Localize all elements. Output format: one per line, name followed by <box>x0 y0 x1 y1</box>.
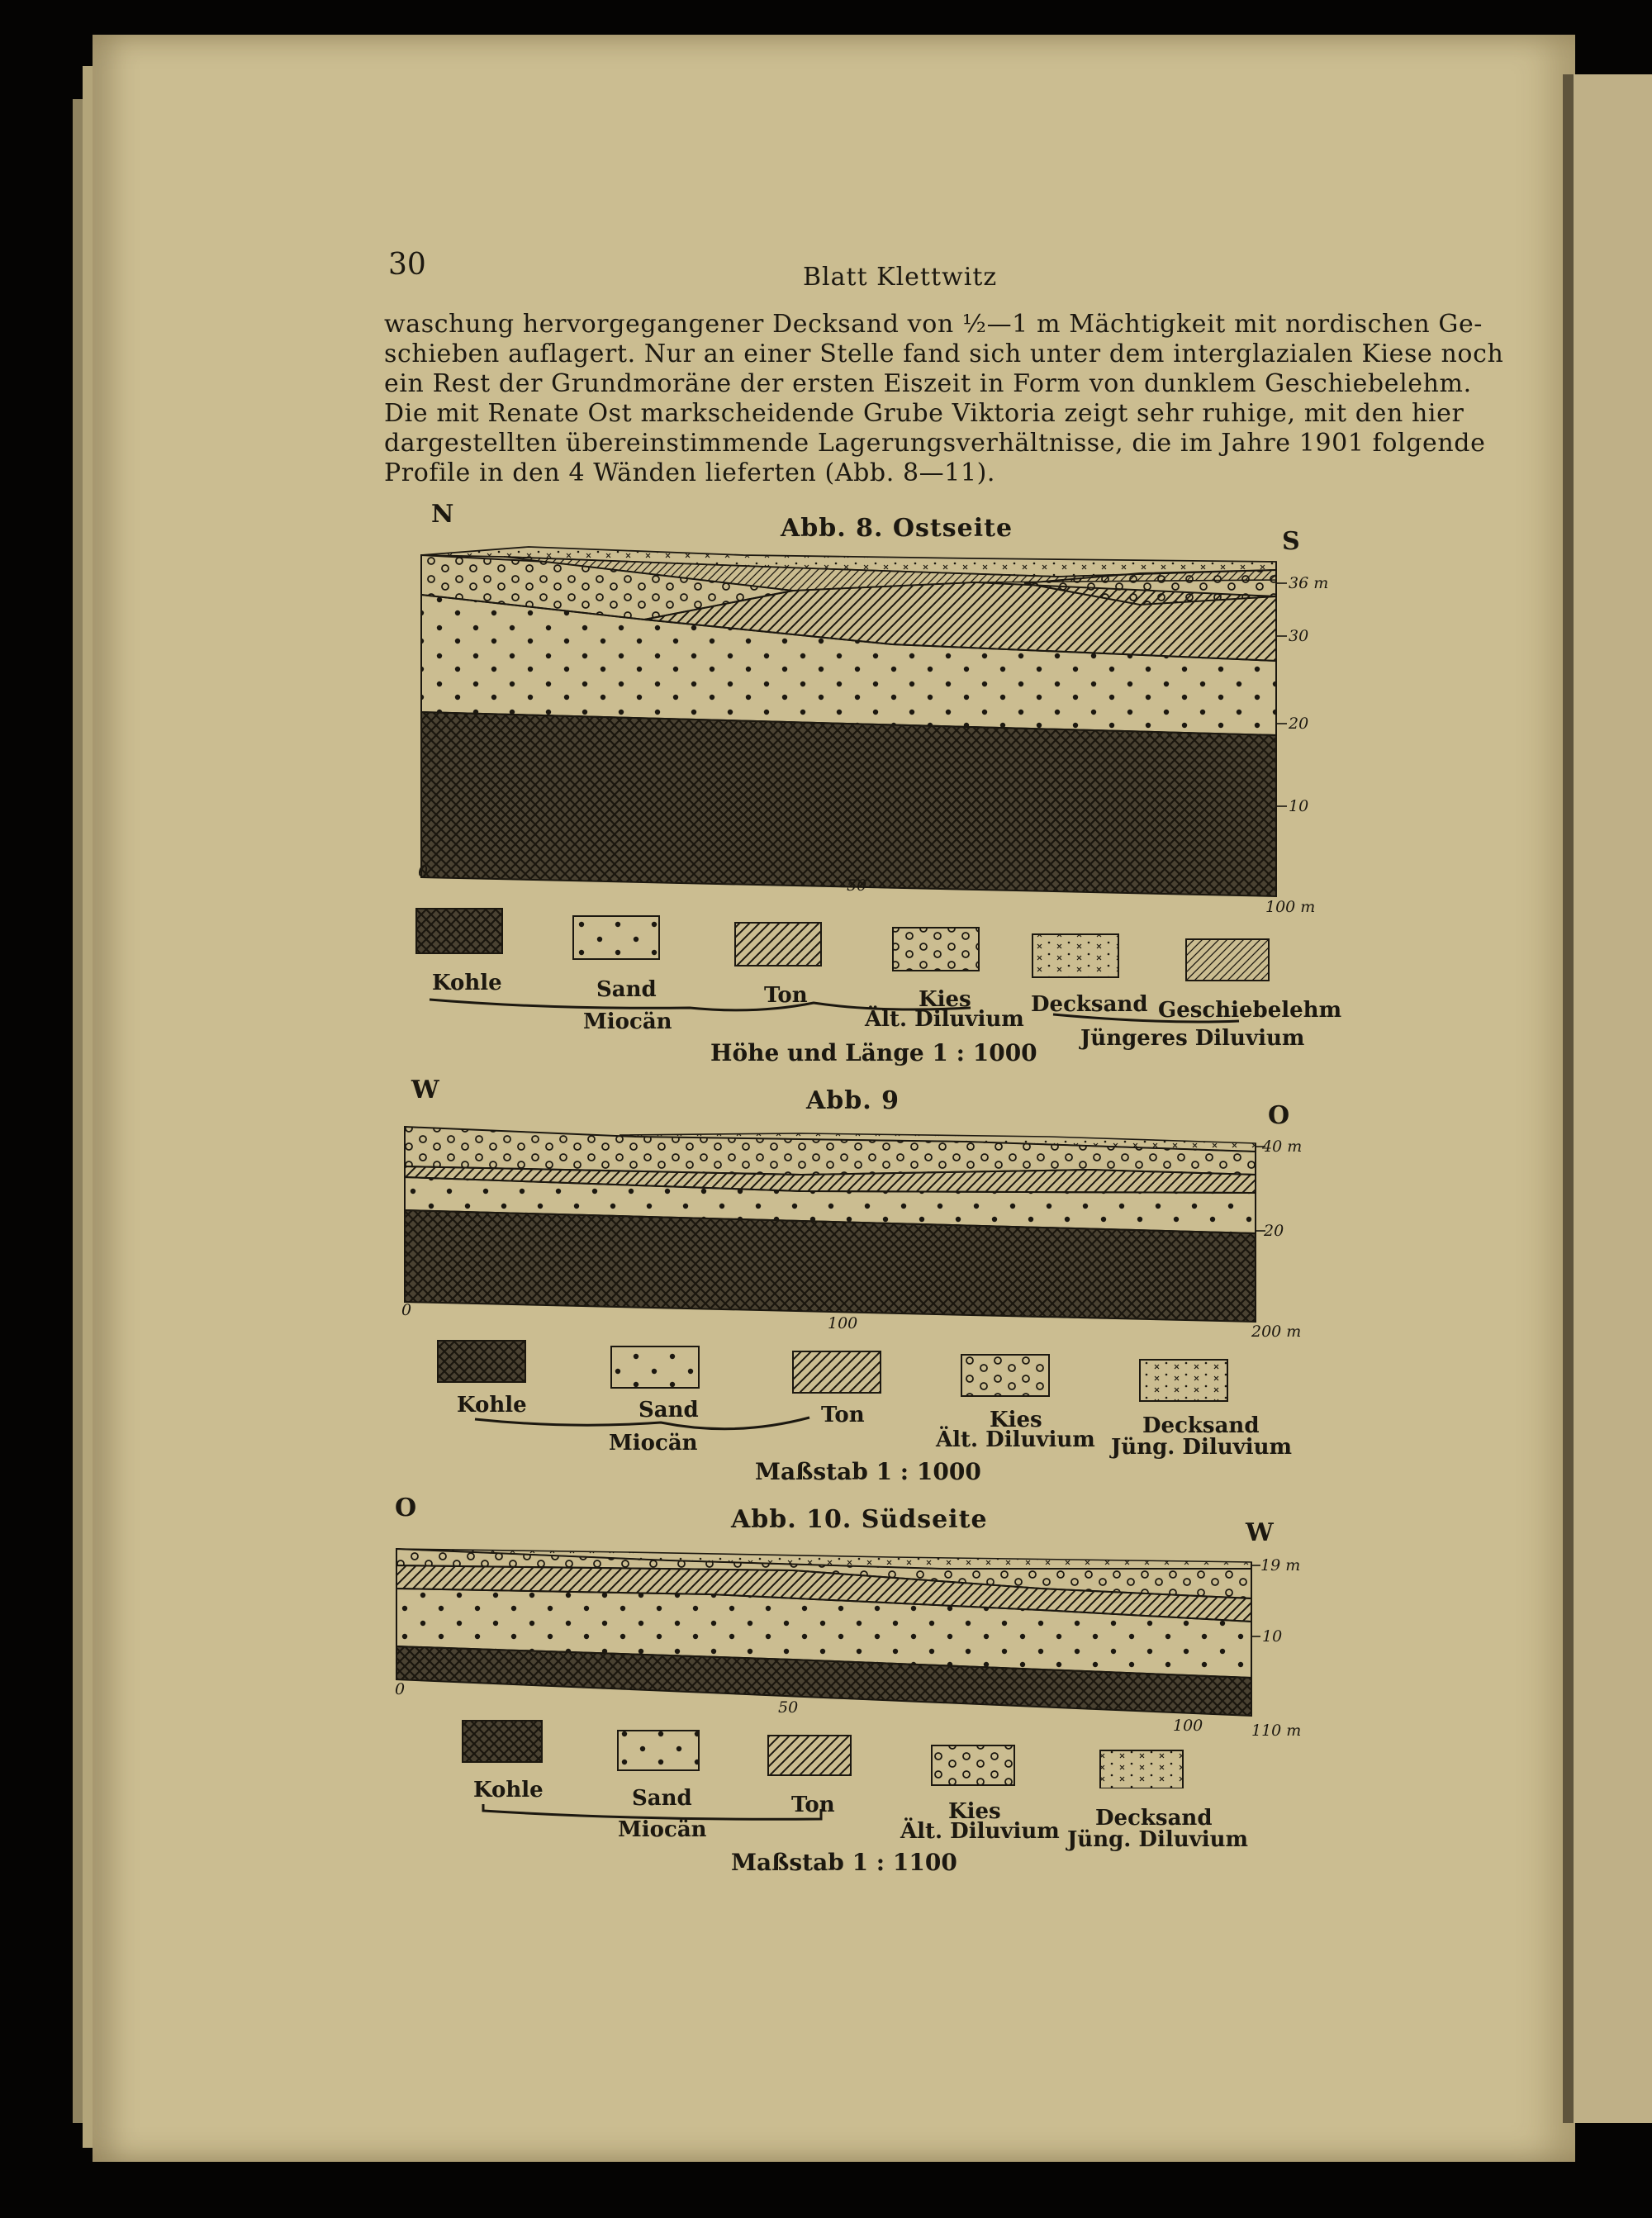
legend-label-kies: Kies <box>948 1799 1001 1824</box>
y-tick-label: 20 <box>1289 715 1309 733</box>
y-tick-label: 10 <box>1262 1627 1283 1646</box>
x-tick-label: 50 <box>847 876 867 895</box>
geological-section-abb8 <box>396 537 1338 917</box>
y-tick-label: 30 <box>1289 627 1309 645</box>
body-text-line: dargestellten übereinstimmende Lagerungsverhältnisse, die im Jahre 1901 folgende <box>384 429 1486 458</box>
geological-section-abb9 <box>388 1115 1322 1346</box>
x-tick-label: 50 <box>778 1698 799 1717</box>
legend-label-decksand: Decksand <box>1095 1806 1213 1831</box>
page-number: 30 <box>388 248 426 282</box>
legend-swatch-decksand <box>1140 1360 1227 1401</box>
direction-east: O <box>1268 1101 1290 1130</box>
legend-label-decksand: Decksand <box>1031 992 1148 1017</box>
legend-swatches-abb8 <box>411 905 1279 987</box>
y-tick-label: 36 m <box>1289 574 1329 592</box>
group-label-miocaen: Miocän <box>609 1431 698 1456</box>
group-label-jung-diluvium: Jüng. Diluvium <box>1067 1827 1248 1852</box>
legend-label-sand: Sand <box>596 977 657 1002</box>
legend-label-geschiebelehm: Geschiebelehm <box>1158 998 1342 1023</box>
x-tick-label: 100 m <box>1265 898 1316 916</box>
body-text-line: ein Rest der Grundmoräne der ersten Eiszeit in Form von dunklem Geschiebelehm. <box>384 369 1472 398</box>
figure-caption: Abb. 10. Südseite <box>731 1505 988 1534</box>
legend-swatch-kohle <box>416 909 502 953</box>
body-text-line: schieben auflagert. Nur an einer Stelle fand sich unter dem interglazialen Kiese noch <box>384 340 1504 368</box>
direction-west: W <box>411 1076 439 1104</box>
legend-label-sand: Sand <box>638 1398 699 1422</box>
body-text-line: waschung hervorgegangener Decksand von ½—1 m Mächtigkeit mit nordischen Ge- <box>384 310 1483 339</box>
layer-kohle <box>421 712 1276 896</box>
y-tick-label: 19 m <box>1260 1556 1301 1574</box>
y-tick-label: 10 <box>1289 797 1309 815</box>
running-head: Blatt Klettwitz <box>803 263 998 292</box>
scale-label: Höhe und Länge 1 : 1000 <box>710 1039 1037 1066</box>
x-tick-label: 0 <box>395 1680 406 1698</box>
legend-label-kohle: Kohle <box>473 1778 544 1802</box>
legend-label-kohle: Kohle <box>457 1393 527 1418</box>
x-tick-label: 200 m <box>1251 1323 1302 1341</box>
legend-swatch-decksand <box>1032 934 1118 977</box>
legend-label-kies: Kies <box>990 1408 1042 1432</box>
legend-swatch-ton <box>735 923 821 966</box>
legend-swatch-sand <box>573 916 659 959</box>
legend-swatch-kohle <box>463 1721 542 1762</box>
facing-page <box>1574 74 1652 2123</box>
direction-west: W <box>1246 1518 1274 1547</box>
legend-label-decksand: Decksand <box>1142 1413 1260 1438</box>
legend-label-sand: Sand <box>632 1786 692 1811</box>
legend-label-ton: Ton <box>821 1403 865 1427</box>
legend-swatch-kies <box>961 1355 1049 1396</box>
group-label-jung-diluvium: Jüng. Diluvium <box>1111 1435 1292 1460</box>
figure-caption: Abb. 9 <box>806 1086 900 1115</box>
x-tick-label: 0 <box>418 862 429 881</box>
group-label-alt-diluvium: Ält. Diluvium <box>865 1007 1024 1032</box>
legend-swatch-ton <box>793 1351 881 1393</box>
body-text-line: Profile in den 4 Wänden lieferten (Abb. 8—11). <box>384 458 996 487</box>
group-label-miocaen: Miocän <box>583 1009 672 1034</box>
direction-south: S <box>1282 527 1300 556</box>
y-tick-label: 20 <box>1264 1222 1284 1240</box>
legend-swatch-geschiebelehm <box>1186 939 1269 981</box>
legend-swatch-kohle <box>438 1341 525 1382</box>
legend-label-kohle: Kohle <box>432 971 502 995</box>
body-text-line: Die mit Renate Ost markscheidende Grube Viktoria zeigt sehr ruhige, mit den hier <box>384 399 1464 428</box>
legend-swatch-kies <box>932 1745 1014 1785</box>
x-tick-label: 100 <box>1173 1717 1203 1735</box>
x-tick-label: 0 <box>401 1301 412 1319</box>
y-axis-ticks <box>1276 583 1287 806</box>
legend-swatches-abb9 <box>430 1337 1256 1411</box>
direction-north: N <box>431 500 454 529</box>
scale-label: Maßstab 1 : 1000 <box>755 1458 981 1485</box>
legend-swatch-decksand <box>1100 1750 1183 1788</box>
scale-label: Maßstab 1 : 1100 <box>731 1849 957 1876</box>
figure-caption: Abb. 8. Ostseite <box>781 514 1014 543</box>
legend-swatch-kies <box>893 928 979 971</box>
x-tick-label: 100 <box>828 1314 858 1332</box>
group-label-jung-diluvium: Jüngeres Diluvium <box>1080 1026 1305 1051</box>
y-tick-label: 40 m <box>1262 1137 1303 1156</box>
legend-label-ton: Ton <box>764 983 808 1008</box>
legend-swatch-sand <box>618 1731 699 1770</box>
legend-swatches-abb10 <box>454 1714 1247 1788</box>
group-label-alt-diluvium: Ält. Diluvium <box>936 1427 1095 1452</box>
group-label-miocaen: Miocän <box>618 1817 707 1842</box>
legend-label-kies: Kies <box>919 987 971 1012</box>
group-label-alt-diluvium: Ält. Diluvium <box>900 1819 1060 1844</box>
legend-swatch-sand <box>611 1346 699 1388</box>
legend-label-ton: Ton <box>791 1793 835 1817</box>
legend-swatch-ton <box>768 1736 851 1775</box>
x-tick-label: 110 m <box>1251 1722 1302 1740</box>
direction-east: O <box>395 1494 417 1522</box>
